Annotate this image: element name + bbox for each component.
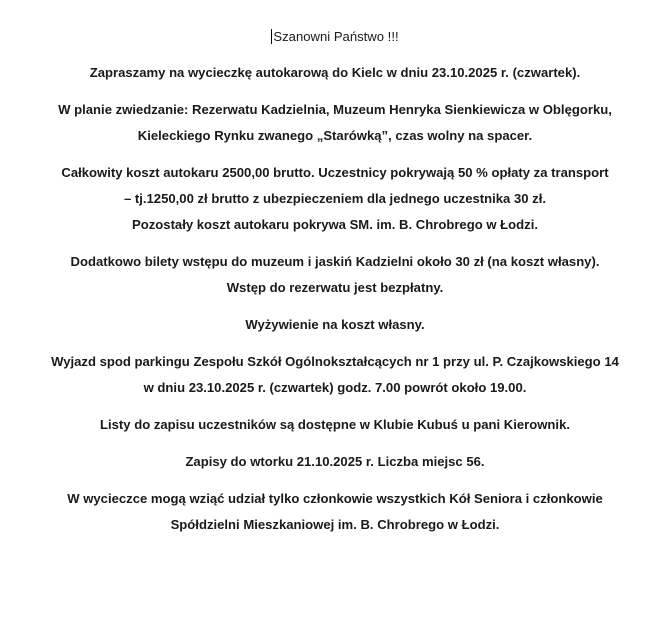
greeting-paragraph [18, 24, 652, 50]
text-line: w dniu 23.10.2025 r. (czwartek) godz. 7.00 powrót około 19.00. [143, 380, 527, 395]
departure-paragraph [18, 349, 652, 401]
text-line: W planie zwiedzanie: Rezerwatu Kadzielnia, Muzeum Henryka Sienkiewicza w Oblęgorku, [58, 102, 612, 117]
text-line: Wyjazd spod parkingu Zespołu Szkół Ogólnokształcących nr 1 przy ul. P. Czajkowskiego 14 [51, 354, 619, 369]
text-line: Całkowity koszt autokaru 2500,00 brutto. Uczestnicy pokrywają 50 % opłaty za transport [61, 165, 609, 180]
cost-paragraph [18, 160, 652, 238]
text-line: W wycieczce mogą wziąć udział tylko członkowie wszystkich Kół Seniora i członkowie [67, 491, 603, 506]
text-line: Dodatkowo bilety wstępu do muzeum i jaskiń Kadzielni około 30 zł (na koszt własny). [70, 254, 600, 269]
text-line: – tj.1250,00 zł brutto z ubezpieczeniem dla jednego uczestnika 30 zł. [123, 191, 547, 206]
text-line: Kieleckiego Rynku zwanego „Starówką”, czas wolny na spacer. [137, 128, 533, 143]
signup-lists-paragraph [18, 412, 652, 438]
text-line: Spółdzielni Mieszkaniowej im. B. Chrobrego w Łodzi. [170, 517, 500, 532]
text-line: Listy do zapisu uczestników są dostępne w Klubie Kubuś u pani Kierownik. [100, 417, 570, 432]
text-line: Wstęp do rezerwatu jest bezpłatny. [226, 280, 444, 295]
signup-deadline-paragraph [18, 449, 652, 475]
invitation-paragraph [18, 60, 652, 86]
tickets-paragraph [18, 249, 652, 301]
text-line: Wyżywienie na koszt własny. [245, 317, 425, 332]
meals-paragraph [18, 312, 652, 338]
sightseeing-plan-paragraph [18, 97, 652, 149]
text-line: Pozostały koszt autokaru pokrywa SM. im. B. Chrobrego w Łodzi. [132, 217, 538, 232]
greeting-text: Szanowni Państwo !!! [273, 29, 399, 44]
text-line: Zapraszamy na wycieczkę autokarową do Kielc w dniu 23.10.2025 r. (czwartek). [89, 65, 581, 80]
eligibility-paragraph [18, 486, 652, 538]
document-body[interactable] [18, 24, 652, 549]
text-line: Zapisy do wtorku 21.10.2025 r. Liczba miejsc 56. [185, 454, 485, 469]
